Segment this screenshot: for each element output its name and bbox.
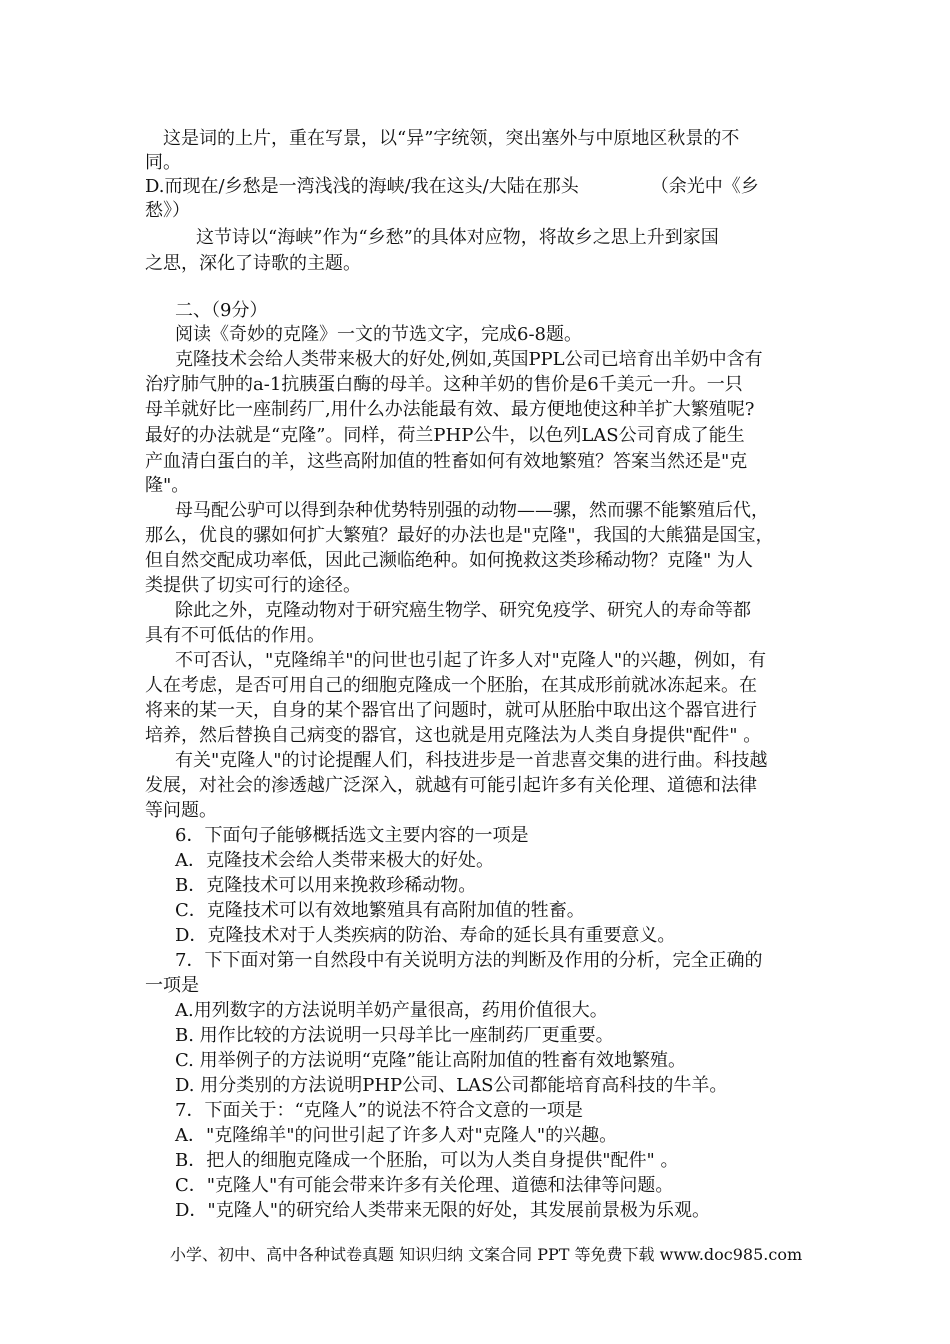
- poem-source: （余光中《乡: [650, 176, 759, 197]
- passage-line: 最好的办法就是“克隆”。同样，荷兰PHP公牛，以色列LAS公司育成了能生: [145, 425, 745, 446]
- poem-quote: D.而现在/乡愁是一湾浅浅的海峡/我在这头/大陆在那头: [145, 176, 579, 197]
- passage-line: 不可否认，"克隆绵羊"的问世也引起了许多人对"克隆人"的兴趣，例如，有: [175, 650, 767, 671]
- question-7b-stem: [175, 1098, 583, 1124]
- intro-line-4: 愁》）: [145, 200, 190, 221]
- passage-line: 类提供了切实可行的途径。: [145, 575, 361, 596]
- question-7a-stem-line-2: 一项是: [145, 975, 199, 996]
- intro-line-6: 之思，深化了诗歌的主题。: [145, 253, 361, 274]
- question-7b-option: A．"克隆绵羊"的问世引起了许多人对"克隆人"的兴趣。: [175, 1125, 618, 1146]
- question-6-option: D．克隆技术对于人类疾病的防治、寿命的延长具有重要意义。: [175, 925, 676, 946]
- question-6-option: B．克隆技术可以用来挽救珍稀动物。: [175, 875, 477, 896]
- stem-suffix: 文意的一项是: [474, 1100, 583, 1121]
- passage-line: 产血清白蛋白的羊，这些高附加值的牲畜如何有效地繁殖？答案当然还是"克: [145, 451, 748, 472]
- intro-line-5: 这节诗以“海峡”作为“乡愁”的具体对应物，将故乡之思上升到家国: [196, 227, 719, 248]
- passage-line: 母马配公驴可以得到杂种优势特别强的动物——骡，然而骡不能繁殖后代，: [175, 500, 769, 521]
- passage-line: 除此之外，克隆动物对于研究癌生物学、研究免疫学、研究人的寿命等都: [175, 600, 751, 621]
- passage-line: 培养，然后替换自己病变的器官，这也就是用克隆法为人类自身提供"配件" 。: [145, 725, 762, 746]
- intro-line-1: 这是词的上片，重在写景，以“异”字统领，突出塞外与中原地区秋景的不: [163, 128, 740, 149]
- passage-line: 母羊就好比一座制药厂,用什么办法能最有效、最方便地使这种羊扩大繁殖呢?: [145, 399, 755, 420]
- question-7a-option: C. 用举例子的方法说明“克隆”能让高附加值的牲畜有效地繁殖。: [175, 1050, 686, 1071]
- question-7a-option: B. 用作比较的方法说明一只母羊比一座制药厂更重要。: [175, 1025, 614, 1046]
- passage-line: 有关"克隆人"的讨论提醒人们，科技进步是一首悲喜交集的进行曲。科技越: [175, 750, 768, 771]
- passage-line: 治疗肺气肿的a-1抗胰蛋白酶的母羊。这种羊奶的售价是6千美元一升。一只: [145, 374, 743, 395]
- stem-prefix: 7．下面关于：“克隆人”的说法: [175, 1100, 421, 1121]
- passage-line: 具有不可低估的作用。: [145, 625, 325, 646]
- passage-line: 人在考虑，是否可用自己的细胞克隆成一个胚胎，在其成形前就冰冻起来。在: [145, 675, 757, 696]
- emphasis-char: 合: [456, 1100, 475, 1121]
- passage-line: 那么，优良的骡如何扩大繁殖？最好的办法也是"克隆"，我国的大熊猫是国宝，: [145, 525, 774, 546]
- emphasis-char: 不: [420, 1100, 439, 1121]
- emphasis-char: 符: [438, 1100, 457, 1121]
- question-7a-stem-line-1: 7．下下面对第一自然段中有关说明方法的判断及作用的分析，完全正确的: [175, 950, 763, 971]
- question-6-stem: 6．下面句子能够概括选文主要内容的一项是: [175, 825, 529, 846]
- question-6-option: A．克隆技术会给人类带来极大的好处。: [175, 850, 494, 871]
- question-7b-option: D．"克隆人"的研究给人类带来无限的好处，其发展前景极为乐观。: [175, 1200, 710, 1221]
- intro-line-2: 同。: [145, 152, 181, 173]
- passage-line: 隆"。: [145, 475, 190, 496]
- passage-line: 但自然交配成功率低，因此己濒临绝种。如何挽救这类珍稀动物？克隆" 为人: [145, 550, 753, 571]
- passage-line: 等问题。: [145, 800, 217, 821]
- passage-line: 将来的某一天，自身的某个器官出了问题时，就可从胚胎中取出这个器官进行: [145, 700, 757, 721]
- emphasized-phrase: [421, 1100, 475, 1121]
- question-7a-option: D. 用分类别的方法说明PHP公司、LAS公司都能培育高科技的牛羊。: [175, 1075, 728, 1096]
- intro-line-3: [145, 174, 759, 200]
- section-instruction: 阅读《奇妙的克隆》一文的节选文字，完成6-8题。: [175, 324, 582, 345]
- passage-line: 发展，对社会的渗透越广泛深入，就越有可能引起许多有关伦理、道德和法律: [145, 775, 757, 796]
- question-7b-option: B．把人的细胞克隆成一个胚胎，可以为人类自身提供"配件" 。: [175, 1150, 679, 1171]
- question-7b-option: C．"克隆人"有可能会带来许多有关伦理、道德和法律等问题。: [175, 1175, 674, 1196]
- page-footer: 小学、初中、高中各种试卷真题 知识归纳 文案合同 PPT 等免费下载 www.doc985.com: [170, 1245, 803, 1264]
- passage-line: 克隆技术会给人类带来极大的好处,例如,英国PPL公司已培育出羊奶中含有: [175, 349, 763, 370]
- question-6-option: C．克隆技术可以有效地繁殖具有高附加值的牲畜。: [175, 900, 585, 921]
- question-7a-option: A.用列数字的方法说明羊奶产量很高，药用价值很大。: [175, 1000, 608, 1021]
- section-heading: 二、（9分）: [175, 300, 268, 321]
